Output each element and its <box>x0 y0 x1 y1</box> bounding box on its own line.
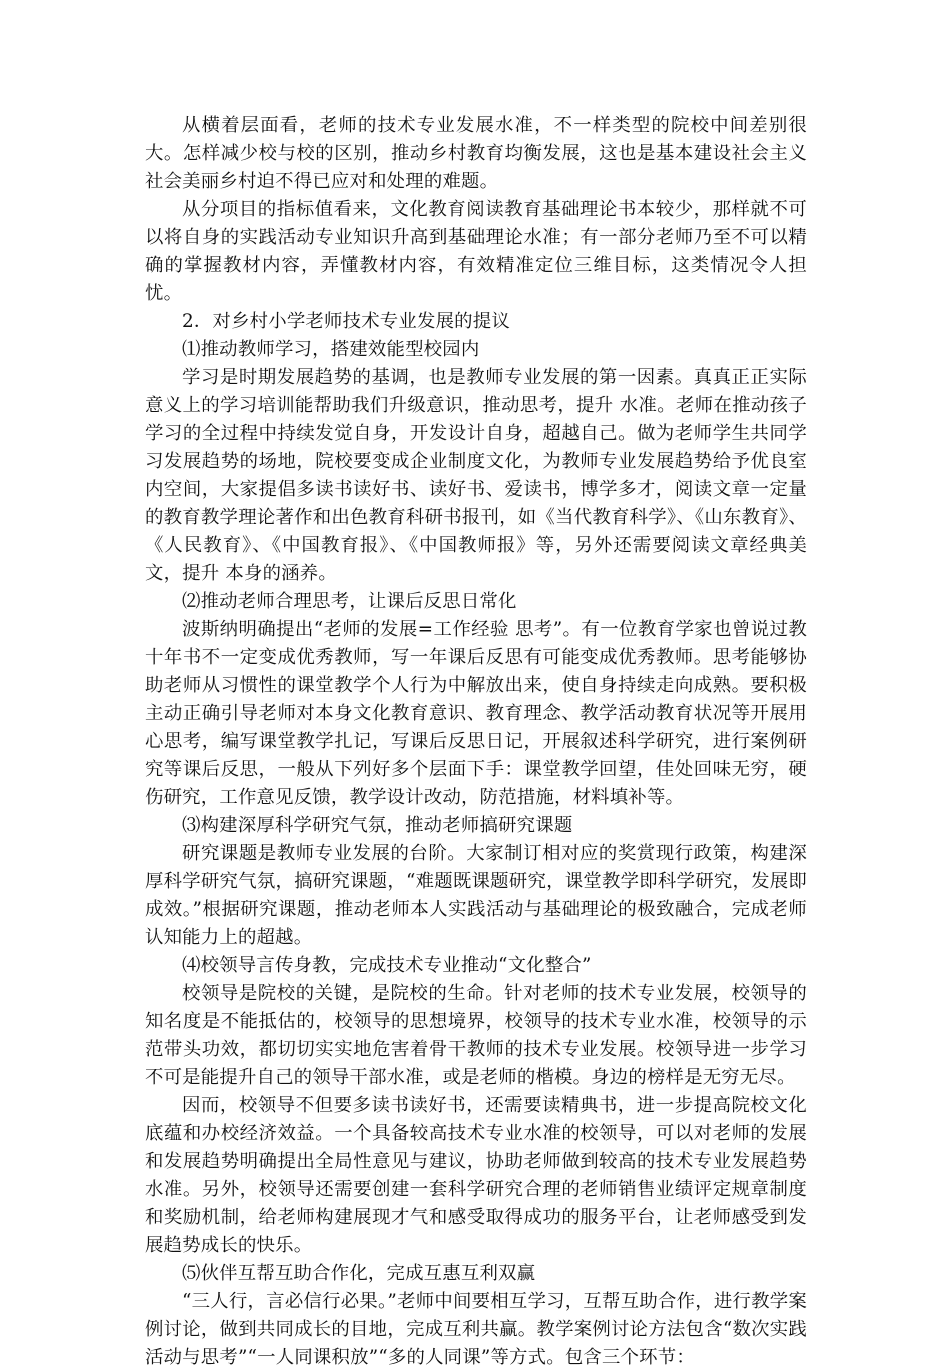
paragraph-learning: 学习是时期发展趋势的基调，也是教师专业发展的第一因素。真真正正实际意义上的学习培训能帮助我们升级意识，推动思考，提升 水准。老师在推动孩子学习的全过程中持续发觉自身，开发设计自身，超越自己。做为老师学生共同学习发展趋势的场地，院校要变成企业制度文化，为教师专业发展趋势给予优良室内空间，大家提倡多读书读好书、读好书、爱读书，博学多才，阅读文章一定量的教育教学理论著作和出色教育科研书报刊，如《当代教育科学》、《山东教育》、《人民教育》、《中国教育报》、《中国教师报》等，另外还需要阅读文章经典美文，提升 本身的涵养。 <box>145 367 807 584</box>
subheading-3: ⑶构建深厚科学研究气氛，推动老师搞研究课题 <box>182 815 573 836</box>
document-body <box>145 112 807 1372</box>
paragraph-regional-gap: 从横着层面看，老师的技术专业发展水准，不一样类型的院校中间差别很大。怎样减少校与校的区别，推动乡村教育均衡发展，这也是基本建设社会主义社会美丽乡村迫不得已应对和处理的难题。 <box>145 115 807 192</box>
paragraph-indicator-analysis: 从分项目的指标值看来，文化教育阅读教育基础理论书本较少，那样就不可以将自身的实践活动专业知识升高到基础理论水准；有一部分老师乃至不可以精确的掌握教材内容，弄懂教材内容，有效精准定位三维目标，这类情况令人担忧。 <box>145 199 807 304</box>
paragraph-reflection: 波斯纳明确提出“老师的发展=工作经验 思考”。有一位教育学家也曾说过教十年书不一定变成优秀教师，写一年课后反思有可能变成优秀教师。思考能够协助老师从习惯性的课堂教学个人行为中解放出来，使自身持续走向成熟。要积极主动正确引导老师对本身文化教育意识、教育理念、教学活动教育状况等开展用心思考，编写课堂教学扎记，写课后反思日记，开展叙述科学研究，进行案例研究等课后反思，一般从下列好多个层面下手：课堂教学回望，佳处回味无穷，硬伤研究，工作意见反馈，教学设计改动，防范措施，材料填补等。 <box>145 619 807 808</box>
paragraph-principal-continued: 因而，校领导不但要多读书读好书，还需要读精典书，进一步提高院校文化底蕴和办校经济效益。一个具备较高技术专业水准的校领导，可以对老师的发展和发展趋势明确提出全局性意见与建议，协助老师做到较高的技术专业发展趋势水准。另外，校领导还需要创建一套科学研究合理的老师销售业绩评定规章制度和奖励机制，给老师构建展现才气和感受取得成功的服务平台，让老师感受到发展趋势成长的快乐。 <box>145 1095 807 1256</box>
paragraph-research: 研究课题是教师专业发展的台阶。大家制订相对应的奖赏现行政策，构建深厚科学研究气氛，搞研究课题，“难题既课题研究，课堂教学即科学研究，发展即成效。”根据研究课题，推动老师本人实践活动与基础理论的极致融合，完成老师认知能力上的超越。 <box>145 843 807 948</box>
subheading-2: ⑵推动老师合理思考，让课后反思日常化 <box>182 591 517 612</box>
subheading-4: ⑷校领导言传身教，完成技术专业推动“文化整合” <box>182 955 592 976</box>
subheading-1: ⑴推动教师学习，搭建效能型校园内 <box>182 339 480 360</box>
paragraph-principal: 校领导是院校的关键，是院校的生命。针对老师的技术专业发展，校领导的知名度是不能抵估的，校领导的思想境界，校领导的技术专业水准，校领导的示范带头功效，都切切实实地危害着骨干教师的技术专业发展。校领导进一步学习不可是能提升自己的领导干部水准，或是老师的楷模。身边的榜样是无穷无尽。 <box>145 983 807 1088</box>
subheading-5: ⑸伙伴互帮互助合作化，完成互惠互利双赢 <box>182 1263 536 1284</box>
paragraph-peer-cooperation: “三人行，言必信行必果。”老师中间要相互学习，互帮互助合作，进行教学案例讨论，做到共同成长的目地，完成互利共赢。教学案例讨论方法包含“数次实践活动与思考”“一人同课积放”“多的人同课”等方式。包含三个环节： <box>145 1291 807 1368</box>
section-heading-suggestions: 2．对乡村小学老师技术专业发展的提议 <box>182 311 510 332</box>
